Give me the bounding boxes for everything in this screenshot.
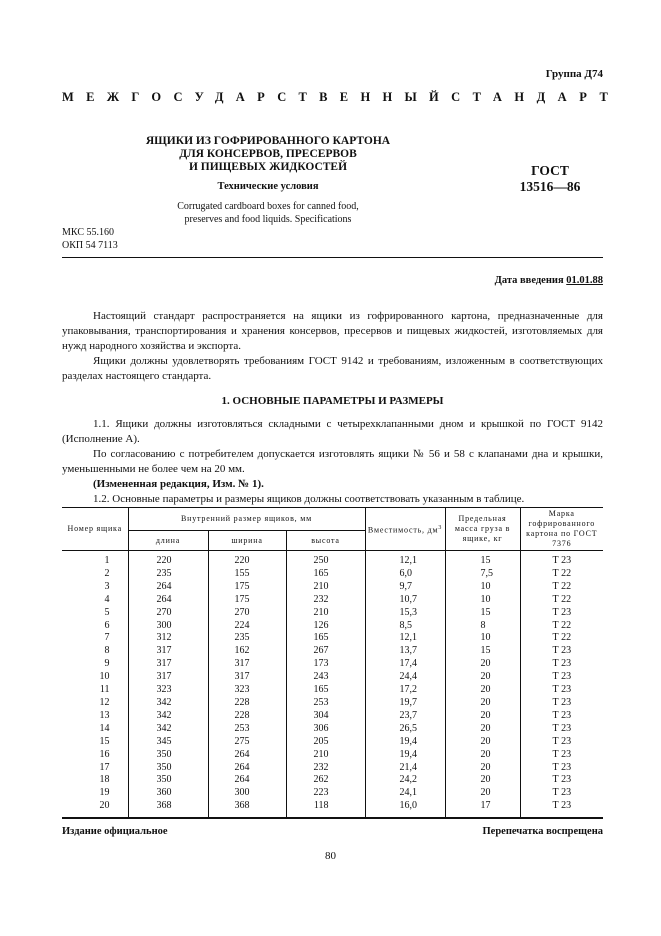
- cell-height: 304: [286, 710, 365, 723]
- cell-width: 175: [208, 594, 286, 607]
- cell-height: 126: [286, 620, 365, 633]
- cell-capacity: 8,5: [365, 620, 445, 633]
- effective-date-label: Дата введения: [494, 275, 564, 286]
- cell-length: 323: [128, 684, 208, 697]
- title-line-3: И ПИЩЕВЫХ ЖИДКОСТЕЙ: [188, 161, 348, 173]
- cell-height: 118: [286, 800, 365, 817]
- cell-grade: Т 23: [520, 800, 603, 817]
- table-row: [62, 762, 603, 775]
- cell-width: 323: [208, 684, 286, 697]
- cell-max-mass: 20: [445, 736, 520, 749]
- cell-length: 264: [128, 594, 208, 607]
- cell-max-mass: 20: [445, 787, 520, 800]
- header-max-mass: Предельная масса груза в ящике, кг: [445, 508, 520, 551]
- cell-box-number: 8: [104, 645, 110, 657]
- cell-box-number: 19: [99, 787, 110, 799]
- cell-max-mass: 20: [445, 671, 520, 684]
- cell-grade: Т 23: [520, 658, 603, 671]
- footer-divider: [62, 818, 603, 819]
- cell-width: 162: [208, 645, 286, 658]
- cell-width: 264: [208, 749, 286, 762]
- cell-grade: Т 23: [520, 762, 603, 775]
- cell-capacity: 24,1: [365, 787, 445, 800]
- cell-height: 210: [286, 581, 365, 594]
- cell-length: 220: [128, 551, 208, 568]
- cell-length: 350: [128, 762, 208, 775]
- cell-grade: Т 23: [520, 684, 603, 697]
- cell-max-mass: 10: [445, 581, 520, 594]
- cell-height: 250: [286, 551, 365, 568]
- header-capacity-text: Вместимость, дм: [367, 525, 439, 535]
- table-row: [62, 645, 603, 658]
- cell-width: 220: [208, 551, 286, 568]
- header-capacity: [365, 508, 445, 551]
- cell-grade: Т 23: [520, 774, 603, 787]
- group-code: Группа Д74: [545, 68, 603, 80]
- cell-width: 175: [208, 581, 286, 594]
- cell-width: 275: [208, 736, 286, 749]
- cell-capacity: 6,0: [365, 568, 445, 581]
- banner-word-interstate: МЕЖГОСУДАРСТВЕННЫЙ: [62, 90, 452, 104]
- table-row: [62, 697, 603, 710]
- table-row: [62, 684, 603, 697]
- cell-length: 317: [128, 658, 208, 671]
- cell-capacity: 10,7: [365, 594, 445, 607]
- cell-max-mass: 10: [445, 632, 520, 645]
- table-row: [62, 581, 603, 594]
- cell-max-mass: 20: [445, 762, 520, 775]
- cell-capacity: 26,5: [365, 723, 445, 736]
- cell-capacity: 23,7: [365, 710, 445, 723]
- cell-box-number: 6: [104, 619, 110, 631]
- cell-width: 317: [208, 671, 286, 684]
- cell-max-mass: 20: [445, 697, 520, 710]
- cell-box-number: 18: [99, 774, 110, 786]
- effective-date: [495, 275, 603, 286]
- cell-height: 173: [286, 658, 365, 671]
- cell-max-mass: 15: [445, 645, 520, 658]
- banner-word-standard: СТАНДАРТ: [451, 90, 621, 104]
- cell-grade: Т 22: [520, 632, 603, 645]
- cell-max-mass: 20: [445, 749, 520, 762]
- title-line-1: ЯЩИКИ ИЗ ГОФРИРОВАННОГО КАРТОНА: [145, 135, 391, 147]
- cell-width: 253: [208, 723, 286, 736]
- cell-height: 165: [286, 632, 365, 645]
- cell-length: 264: [128, 581, 208, 594]
- clause-1-1: 1.1. Ящики должны изготовляться складными с четырехклапанными дном и крышкой по ГОСТ 9142 (Исполнение А).: [62, 418, 603, 445]
- header-cardboard-grade: Марка гофрированного картона по ГОСТ 7376: [520, 508, 603, 551]
- cell-capacity: 15,3: [365, 607, 445, 620]
- table-row: [62, 551, 603, 568]
- cell-box-number: 17: [99, 761, 110, 773]
- amendment-note: (Измененная редакция, Изм. № 1).: [93, 478, 264, 490]
- table-row: [62, 620, 603, 633]
- cell-width: 317: [208, 658, 286, 671]
- cell-box-number: 12: [99, 696, 110, 708]
- cell-box-number: 1: [104, 555, 110, 566]
- cell-box-number: 20: [62, 800, 128, 817]
- english-title-line-2: preserves and food liquids. Specifications: [184, 213, 352, 225]
- cell-max-mass: 20: [445, 710, 520, 723]
- cell-max-mass: 20: [445, 723, 520, 736]
- cell-box-number: 4: [104, 593, 110, 605]
- cell-capacity: 21,4: [365, 762, 445, 775]
- cell-grade: Т 23: [520, 787, 603, 800]
- title-line-2: ДЛЯ КОНСЕРВОВ, ПРЕСЕРВОВ: [179, 148, 357, 160]
- cell-box-number: 9: [104, 658, 110, 670]
- cell-width: 300: [208, 787, 286, 800]
- cell-height: 243: [286, 671, 365, 684]
- cell-height: 232: [286, 594, 365, 607]
- table-row: [62, 568, 603, 581]
- cell-capacity: 12,1: [365, 551, 445, 568]
- cell-capacity: 19,4: [365, 749, 445, 762]
- standard-banner: [62, 90, 621, 105]
- cell-capacity: 19,7: [365, 697, 445, 710]
- cell-grade: Т 23: [520, 697, 603, 710]
- cell-height: 306: [286, 723, 365, 736]
- cell-capacity: 13,7: [365, 645, 445, 658]
- cell-height: 165: [286, 568, 365, 581]
- table-row: [62, 594, 603, 607]
- cell-width: 228: [208, 697, 286, 710]
- cell-width: 155: [208, 568, 286, 581]
- cell-box-number: 5: [104, 606, 110, 618]
- cell-length: 270: [128, 607, 208, 620]
- cell-box-number: 16: [99, 748, 110, 760]
- cell-height: 210: [286, 749, 365, 762]
- table-row: [62, 671, 603, 684]
- cell-width: 368: [208, 800, 286, 817]
- cell-grade: Т 22: [520, 581, 603, 594]
- table-row: [62, 800, 603, 817]
- cell-capacity: 19,4: [365, 736, 445, 749]
- cell-grade: Т 22: [520, 620, 603, 633]
- cell-grade: Т 23: [520, 723, 603, 736]
- classification-codes: [62, 227, 118, 252]
- cell-length: 342: [128, 723, 208, 736]
- cell-length: 350: [128, 749, 208, 762]
- mks-code: МКС 55.160: [62, 227, 114, 238]
- english-title-line-1: Corrugated cardboard boxes for canned food,: [177, 201, 359, 212]
- cell-width: 270: [208, 607, 286, 620]
- cell-width: 224: [208, 620, 286, 633]
- english-title: [140, 201, 396, 226]
- cell-max-mass: 20: [445, 774, 520, 787]
- cell-capacity: 24,2: [365, 774, 445, 787]
- cell-height: 262: [286, 774, 365, 787]
- cell-capacity: 12,1: [365, 632, 445, 645]
- cell-max-mass: 8: [445, 620, 520, 633]
- cell-max-mass: 7,5: [445, 568, 520, 581]
- cell-length: 312: [128, 632, 208, 645]
- header-box-number: Номер ящика: [62, 508, 128, 551]
- document-subtitle: Технические условия: [217, 181, 319, 192]
- header-divider: [62, 257, 603, 258]
- cell-height: 165: [286, 684, 365, 697]
- cell-height: 267: [286, 645, 365, 658]
- header-width: ширина: [208, 531, 286, 551]
- cell-max-mass: 15: [445, 607, 520, 620]
- reprint-prohibited-label: Перепечатка воспрещена: [482, 826, 603, 837]
- cell-grade: Т 23: [520, 710, 603, 723]
- table-row: [62, 774, 603, 787]
- cell-box-number: 3: [104, 580, 110, 592]
- cell-max-mass: 15: [445, 551, 520, 568]
- header-height: высота: [286, 531, 365, 551]
- cell-grade: Т 23: [520, 749, 603, 762]
- official-edition-label: Издание официальное: [62, 826, 168, 837]
- cell-width: 228: [208, 710, 286, 723]
- section-1-heading: 1. ОСНОВНЫЕ ПАРАМЕТРЫ И РАЗМЕРЫ: [221, 395, 444, 407]
- cell-width: 264: [208, 762, 286, 775]
- cell-length: 368: [128, 800, 208, 817]
- cell-width: 235: [208, 632, 286, 645]
- header-inner-size: Внутренний размер ящиков, мм: [128, 508, 365, 531]
- cell-height: 232: [286, 762, 365, 775]
- cell-max-mass: 17: [445, 800, 520, 817]
- cell-grade: Т 23: [520, 671, 603, 684]
- cell-height: 253: [286, 697, 365, 710]
- table-row: [62, 787, 603, 800]
- page-number: 80: [325, 850, 336, 862]
- cell-grade: Т 23: [520, 645, 603, 658]
- cell-box-number: 10: [99, 671, 110, 683]
- cell-height: 205: [286, 736, 365, 749]
- cell-box-number: 13: [99, 709, 110, 721]
- cell-capacity: 24,4: [365, 671, 445, 684]
- header-length: длина: [128, 531, 208, 551]
- cell-max-mass: 10: [445, 594, 520, 607]
- table-row: [62, 749, 603, 762]
- table-row: [62, 723, 603, 736]
- box-parameters-table: [62, 507, 603, 818]
- clause-1-1-note: По согласованию с потребителем допускается изготовлять ящики № 56 и 58 с клапанами дна и крышки, уменьшенными не более чем на 20 мм.: [62, 448, 603, 475]
- intro-paragraph-1: Настоящий стандарт распространяется на ящики из гофрированного картона, предназначенные для упаковывания, транспортирования и хранения консервов, пресервов и пищевых жидкостей, изготовляемых для нужд народного хозяйства и экспорта.: [62, 310, 603, 352]
- clause-1-2: 1.2. Основные параметры и размеры ящиков должны соответствовать указанным в таблице.: [93, 493, 525, 505]
- table-row: [62, 658, 603, 671]
- cell-height: 210: [286, 607, 365, 620]
- cell-grade: Т 23: [520, 551, 603, 568]
- cell-grade: Т 22: [520, 568, 603, 581]
- gost-number: 13516—86: [519, 179, 581, 194]
- table-row: [62, 632, 603, 645]
- cell-max-mass: 20: [445, 658, 520, 671]
- cell-box-number: 15: [99, 735, 110, 747]
- cell-capacity: 16,0: [365, 800, 445, 817]
- cell-length: 345: [128, 736, 208, 749]
- document-title: [140, 135, 396, 174]
- cell-length: 235: [128, 568, 208, 581]
- cell-max-mass: 20: [445, 684, 520, 697]
- cell-box-number: 11: [99, 684, 110, 696]
- cell-length: 317: [128, 645, 208, 658]
- cell-box-number: 14: [99, 722, 110, 734]
- cell-grade: Т 23: [520, 736, 603, 749]
- cell-length: 350: [128, 774, 208, 787]
- gost-designation: [500, 163, 600, 195]
- cell-capacity: 9,7: [365, 581, 445, 594]
- table-row: [62, 710, 603, 723]
- cell-length: 342: [128, 697, 208, 710]
- cell-box-number: 7: [104, 632, 110, 644]
- table-row: [62, 736, 603, 749]
- cell-width: 264: [208, 774, 286, 787]
- cell-length: 360: [128, 787, 208, 800]
- gost-label: ГОСТ: [531, 163, 569, 178]
- intro-paragraph-2: Ящики должны удовлетворять требованиям ГОСТ 9142 и требованиям, изложенным в соответствующих разделах настоящего стандарта.: [62, 355, 603, 382]
- okp-code: ОКП 54 7113: [62, 239, 118, 251]
- cell-length: 300: [128, 620, 208, 633]
- cell-grade: Т 22: [520, 594, 603, 607]
- cell-capacity: 17,4: [365, 658, 445, 671]
- cell-length: 317: [128, 671, 208, 684]
- cell-grade: Т 23: [520, 607, 603, 620]
- cell-height: 223: [286, 787, 365, 800]
- effective-date-value: 01.01.88: [566, 275, 603, 286]
- cell-box-number: 2: [104, 567, 110, 579]
- table-row: [62, 607, 603, 620]
- cell-length: 342: [128, 710, 208, 723]
- cell-capacity: 17,2: [365, 684, 445, 697]
- header-capacity-sup: 3: [438, 524, 443, 531]
